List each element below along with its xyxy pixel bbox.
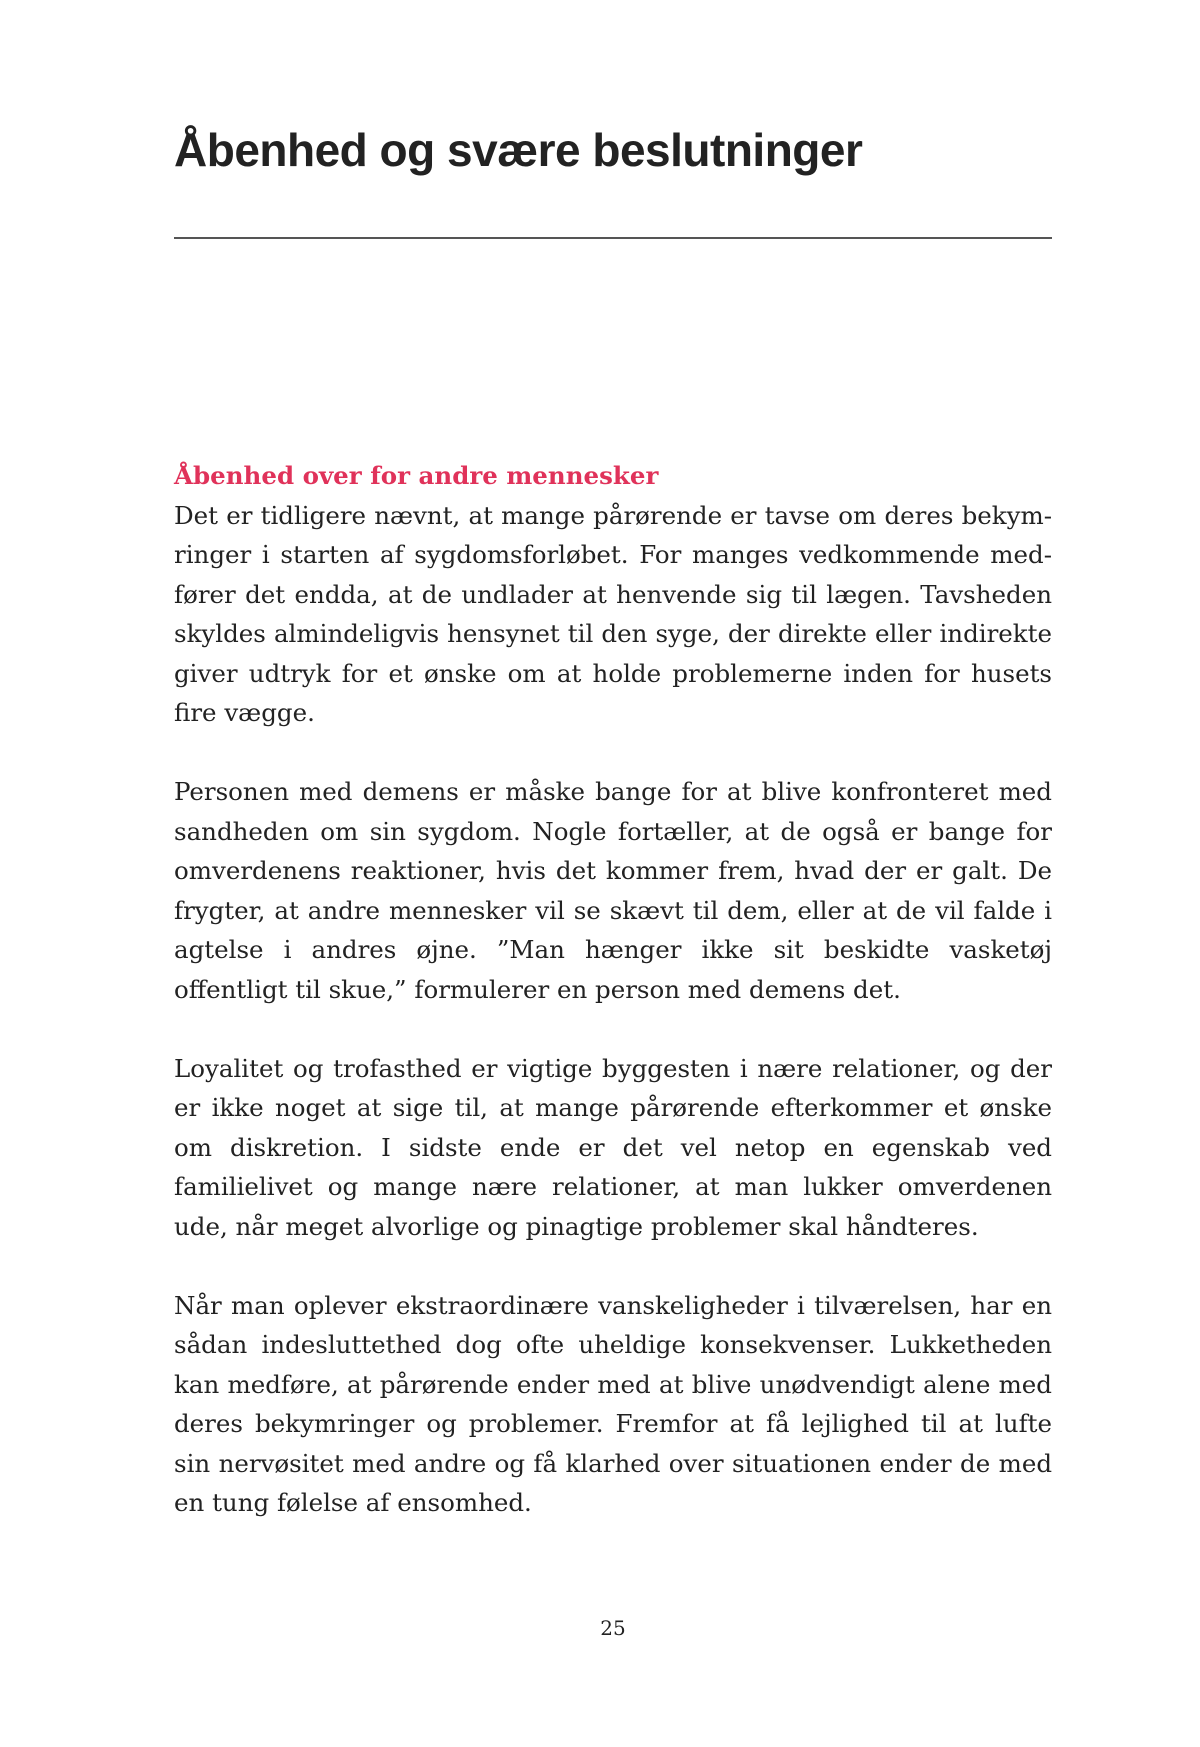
- paragraph-2: Personen med demens er måske bange for at blive konfronteret med sandheden om sin sygdom. Nogle fortæller, at de også er bange for omverdenens reaktioner, hvis det kommer frem, hvad der er galt. De frygter, at andre mennesker vil se skævt til dem, eller at de vil falde i agtelse i andres øjne. ”Man hænger ikke sit beskidte vasketøj offentligt til skue,” formulerer en person med demens det.: [174, 777, 1052, 1004]
- paragraph-3: Loyalitet og trofasthed er vigtige byggesten i nære relationer, og der er ikke noget at sige til, at mange pårørende efterkommer et ønske om diskretion. I sidste ende er det vel netop en egenskab ved familielivet og mange nære relationer, at man lukker omverdenen ude, når meget alvorlige og pinagtige problemer skal håndteres.: [174, 1053, 1052, 1241]
- page-number: 25: [600, 1616, 626, 1640]
- chapter-title: Åbenhed og svære beslutninger: [174, 124, 863, 176]
- title-divider: [174, 237, 1052, 239]
- paragraph-4: Når man oplever ekstraordinære vanskeligheder i tilværelsen, har en sådan indesluttethed dog ofte uheldige konsekvenser. Lukketheden kan medføre, at pårørende ender med at blive unødvendigt alene med deres bekymringer og problemer. Fremfor at få lejlighed til at lufte sin nervøsitet med andre og få klarhed over situationen ender de med en tung følelse af ensomhed.: [174, 1290, 1052, 1517]
- paragraph-1: Det er tidligere nævnt, at mange pårørende er tavse om deres bekymringer i starten af sygdomsforløbet. For manges vedkommende medfører det endda, at de undlader at henvende sig til lægen. Tavsheden skyldes almindeligvis hensynet til den syge, der direkte eller indirekte giver udtryk for et ønske om at holde problemerne inden for husets fire vægge.: [174, 500, 1052, 727]
- section-body: [174, 456, 1052, 1523]
- section-heading: Åbenhed over for andre mennesker: [174, 461, 659, 490]
